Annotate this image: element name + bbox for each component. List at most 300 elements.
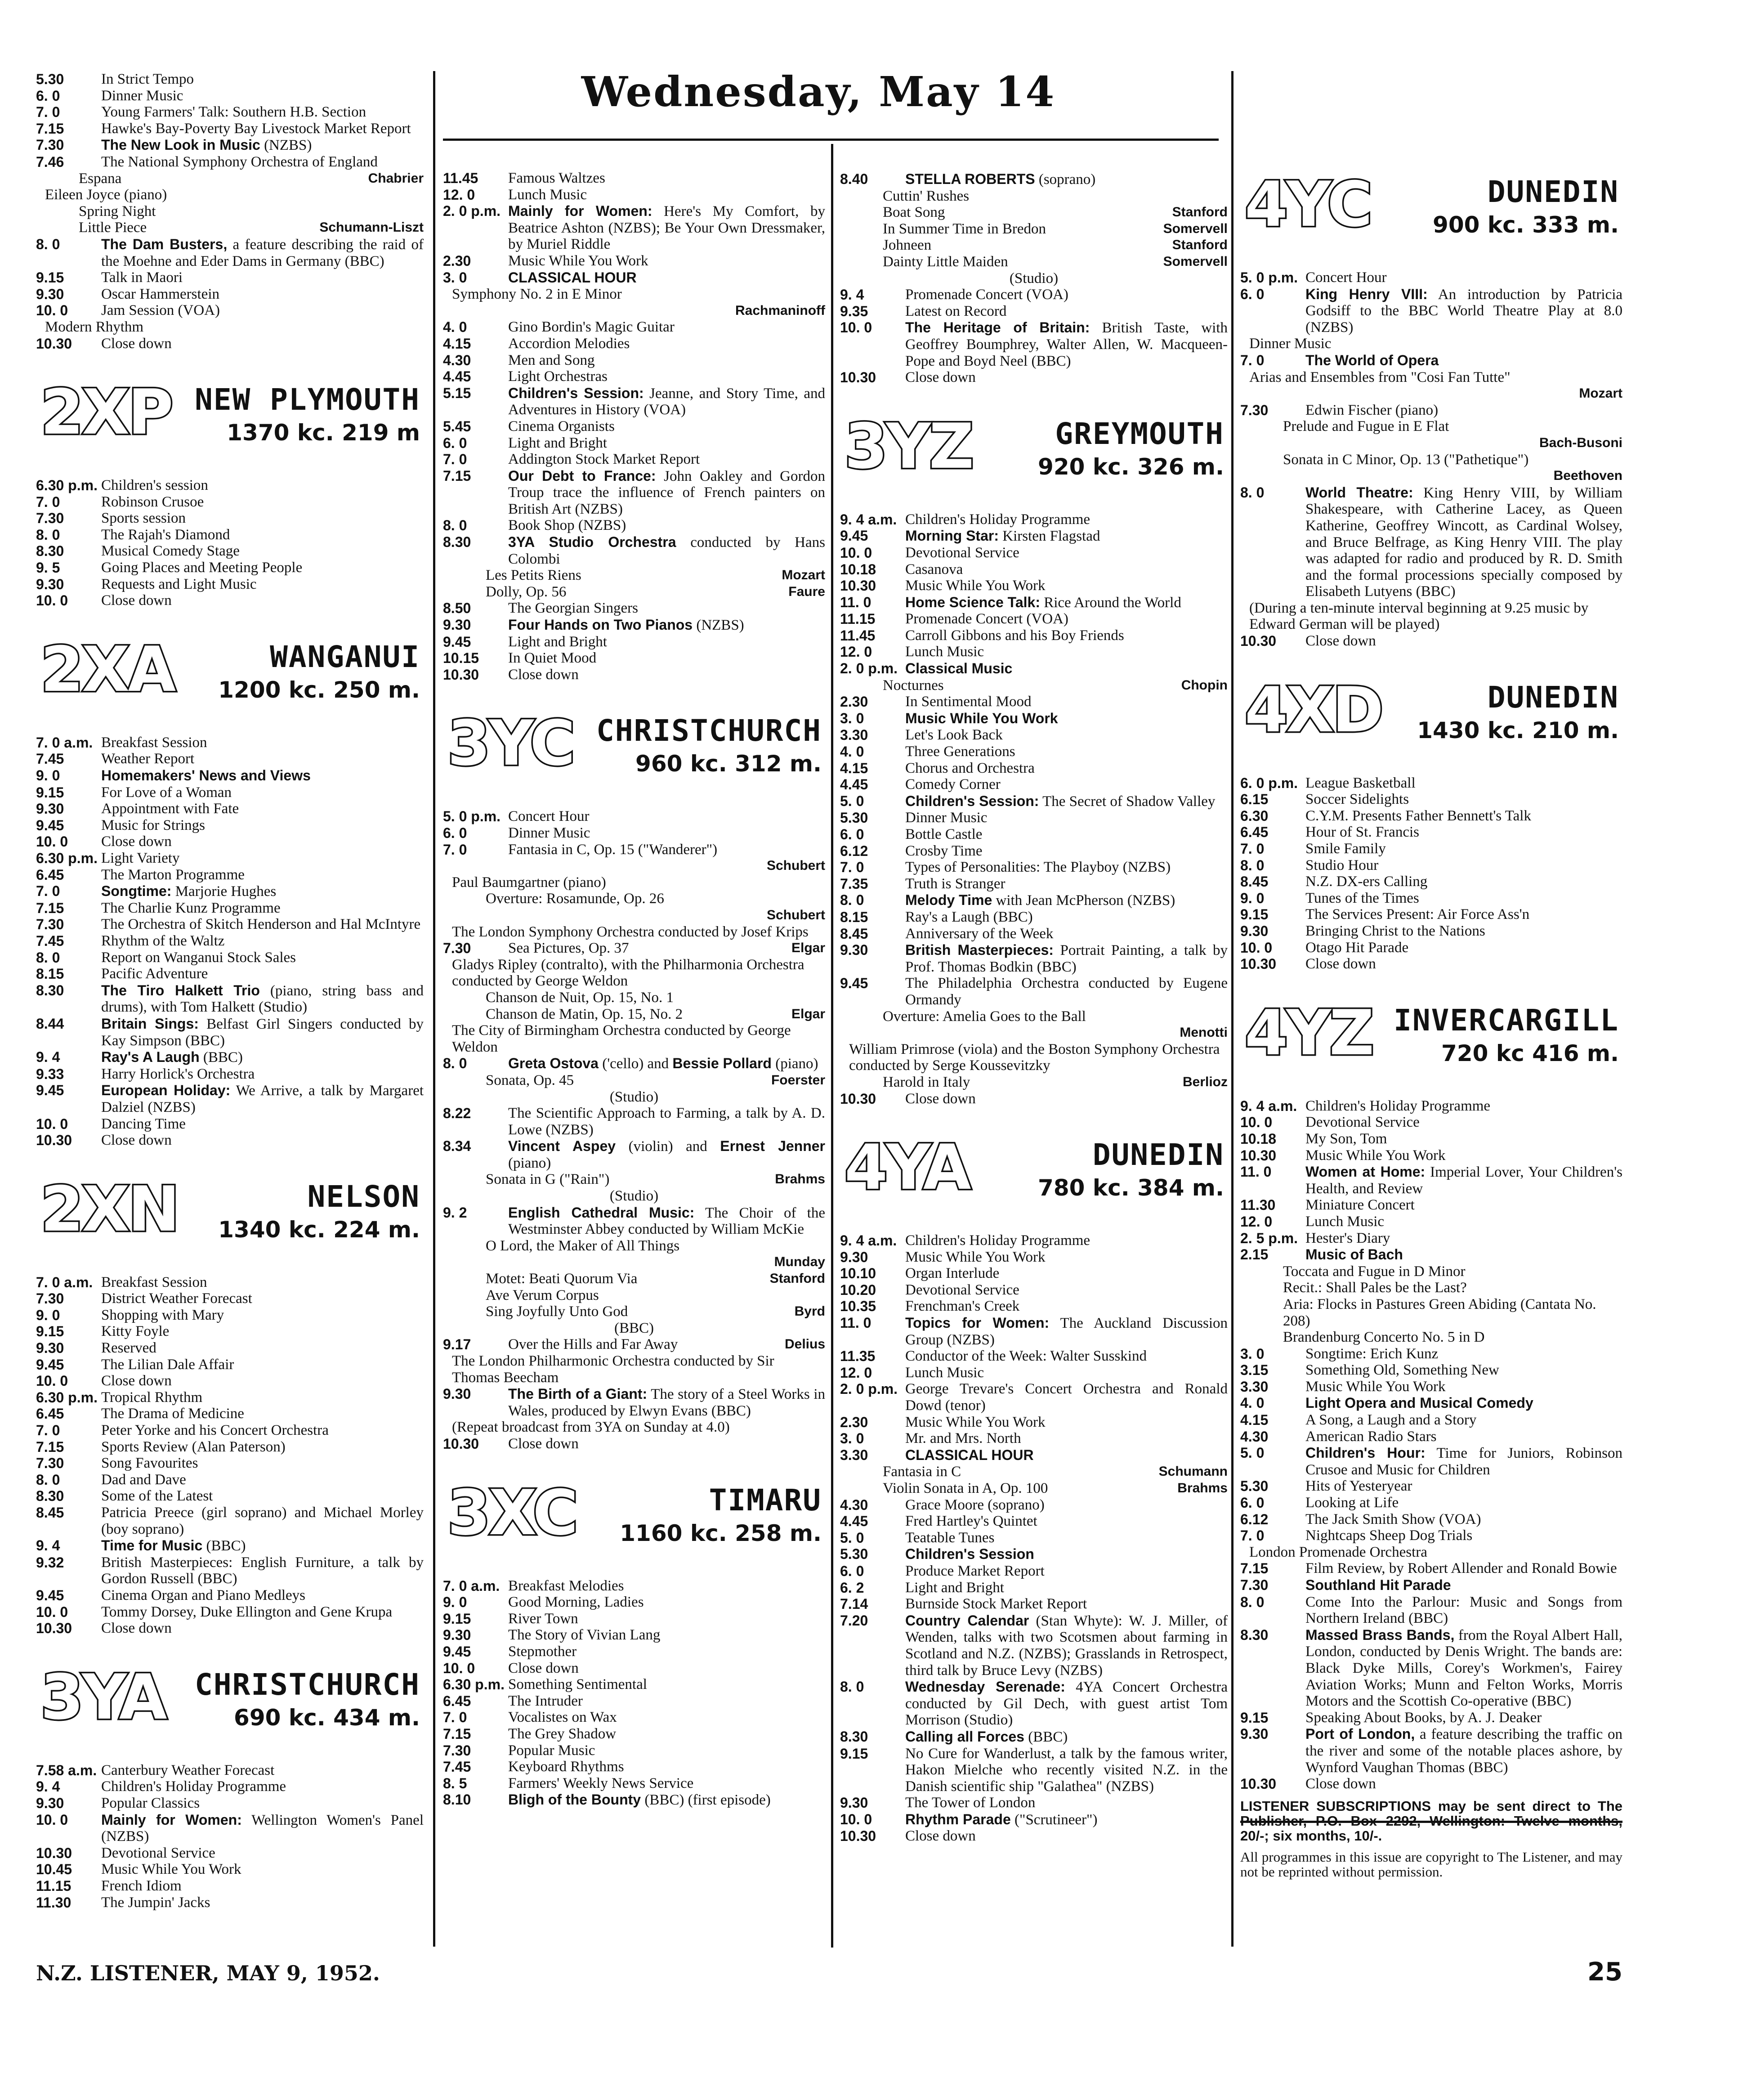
- composer-credit: Schumann-Liszt: [319, 220, 424, 235]
- programme-description: British Taste, with Geoffrey Boumphrey, Walter Allen, W. Macqueen-Pope and Boyd Neel (BBC): [905, 320, 1228, 369]
- programme-time: 5. 0 p.m.: [1240, 269, 1298, 286]
- programme-time: 4.15: [443, 335, 471, 352]
- programme-title: Mainly for Women:: [508, 203, 653, 219]
- programme-time: 10.30: [36, 1132, 72, 1149]
- programme-entry: [840, 826, 1228, 843]
- programme-time: 3. 0: [840, 710, 864, 726]
- programme-time: 9.30: [1240, 1726, 1269, 1742]
- composer-credit: Byrd: [794, 1304, 825, 1319]
- programme-entry: [36, 1422, 424, 1439]
- programme-title: Devotional Service: [905, 1281, 1019, 1298]
- programme-entry: [840, 319, 1228, 369]
- work-title: Fantasia in C: [883, 1464, 961, 1480]
- programme-time: 11. 0: [1240, 1164, 1272, 1180]
- programme-time: 10. 0: [36, 833, 68, 850]
- programme-time: 7.15: [36, 1438, 64, 1455]
- programme-time: 8. 0: [1240, 484, 1265, 501]
- programme-time: 7. 0: [36, 1422, 60, 1439]
- programme-entry: [443, 940, 825, 957]
- programme-title: The Tower of London: [905, 1795, 1036, 1811]
- programme-description: The story of a Steel Works in Wales, produced by Elwyn Evans (BBC): [508, 1386, 825, 1419]
- programme-detail: Symphony No. 2 in E Minor: [452, 286, 622, 303]
- programme-title: Fantasia in C, Op. 15 ("Wanderer"): [508, 841, 718, 858]
- programme-title: The Rajah's Diamond: [101, 526, 230, 543]
- work-title: Harold in Italy: [883, 1074, 970, 1090]
- programme-title: Chorus and Orchestra: [905, 760, 1035, 776]
- programme-title: Breakfast Session: [101, 734, 207, 751]
- programme-entry: [1240, 1246, 1622, 1263]
- programme-time: 9.30: [443, 617, 471, 633]
- programme-time: 3. 0: [443, 269, 467, 286]
- composer-credit: Schubert: [766, 907, 825, 922]
- programme-title: Hour of St. Francis: [1305, 824, 1419, 841]
- programme-time: 10.20: [840, 1281, 876, 1298]
- programme-entry: [1240, 1379, 1622, 1395]
- programme-entry: [36, 1778, 424, 1795]
- programme-entry: [1240, 1428, 1622, 1445]
- programme-detail: Ave Verum Corpus: [486, 1287, 599, 1303]
- programme-title: Musical Comedy Stage: [101, 543, 240, 560]
- programme-title: Light Orchestras: [508, 368, 608, 385]
- station-call-sign: 3XC: [447, 1476, 577, 1549]
- programme-title: Mr. and Mrs. North: [905, 1430, 1021, 1447]
- programme-time: 8. 0: [36, 526, 60, 543]
- station-frequency: 1340 kc. 224 m.: [218, 1216, 420, 1243]
- programme-title: Children's Hour:: [1305, 1445, 1426, 1461]
- programme-title: Hester's Diary: [1305, 1230, 1390, 1246]
- programme-title: Music While You Work: [905, 710, 1058, 726]
- programme-entry: [36, 1878, 424, 1894]
- programme-description: (BBC) (first episode): [641, 1792, 771, 1809]
- station-frequency: 900 kc. 333 m.: [1433, 212, 1619, 238]
- programme-title: Hits of Yesteryear: [1305, 1478, 1412, 1495]
- programme-entry: [443, 1436, 825, 1452]
- programme-entry: [1240, 956, 1622, 972]
- programme-entry: [36, 286, 424, 303]
- programme-entry: [443, 435, 825, 452]
- programme-time: 7. 0: [1240, 352, 1265, 368]
- work-line: [840, 1464, 1228, 1480]
- programme-description: conducted by Hans Colombi: [508, 534, 825, 567]
- programme-time: 9.30: [36, 1340, 64, 1357]
- programme-description: (Stan Whyte): W. J. Miller, of Wenden, talks with two Scotsmen about farming in Scotland and N.Z. (NZBS); Grasslands in Retrospect, third talk by Bruce Levy (NZBS): [905, 1612, 1228, 1679]
- programme-composer: Delius: [784, 1337, 825, 1352]
- programme-time: 5. 0 p.m.: [443, 808, 501, 825]
- programme-title: The Dam Busters,: [101, 236, 228, 252]
- programme-time: 5.45: [443, 418, 471, 434]
- work-title: Little Piece: [79, 219, 147, 236]
- programme-entry: [840, 627, 1228, 644]
- programme-time: 9.30: [1240, 923, 1269, 939]
- programme-entry: [1240, 1577, 1622, 1594]
- work-title: Sing Joyfully Unto God: [486, 1303, 628, 1320]
- programme-detail: Cuttin' Rushes: [883, 188, 970, 204]
- programme-title: Miniature Concert: [1305, 1197, 1415, 1213]
- programme-time: 8.44: [36, 1015, 64, 1032]
- programme-title: Farmers' Weekly News Service: [508, 1775, 694, 1791]
- programme-entry: [36, 949, 424, 966]
- programme-time: 7.45: [36, 932, 64, 949]
- programme-entry: [840, 1348, 1228, 1365]
- programme-detail: Brandenburg Concerto No. 5 in D: [1283, 1329, 1485, 1346]
- programme-detail: Aria: Flocks in Pastures Green Abiding (Cantata No. 208): [1283, 1296, 1596, 1329]
- programme-time: 9.30: [840, 1249, 868, 1265]
- programme-time: 9.45: [840, 975, 868, 992]
- programme-entry: [840, 1679, 1228, 1728]
- programme-title: Close down: [1305, 956, 1376, 972]
- programme-title: Melody Time: [905, 892, 992, 909]
- programme-title: Requests and Light Music: [101, 576, 257, 592]
- programme-entry: [1240, 1710, 1622, 1726]
- programme-description: (piano): [508, 1155, 551, 1171]
- programme-time: 8.45: [36, 1504, 64, 1521]
- work-line: [840, 221, 1228, 237]
- programme-title: The Drama of Medicine: [101, 1406, 244, 1422]
- programme-title: Music While You Work: [905, 578, 1046, 594]
- programme-entry: [443, 1660, 825, 1677]
- programme-title: The Scientific Approach to Farming, a talk by A. D. Lowe (NZBS): [508, 1105, 825, 1138]
- programme-title: Patricia Preece (girl soprano) and Michael Morley (boy soprano): [101, 1504, 424, 1537]
- programme-title: Light Variety: [101, 850, 180, 866]
- programme-time: 8.50: [443, 600, 471, 617]
- programme-time: 7. 0: [840, 859, 864, 876]
- programme-time: 9.45: [36, 1082, 64, 1099]
- programme-entry: [1240, 1213, 1622, 1230]
- programme-title: Cinema Organists: [508, 418, 615, 434]
- programme-entry: [36, 154, 424, 170]
- programme-title: Music While You Work: [905, 1249, 1046, 1265]
- work-title: Chanson de Matin, Op. 15, No. 2: [486, 1006, 683, 1022]
- programme-entry: [443, 1138, 825, 1171]
- programme-title: Dad and Dave: [101, 1471, 186, 1488]
- programme-title: In Strict Tempo: [101, 71, 194, 87]
- programme-time: 9.45: [443, 633, 471, 650]
- programme-title: Teatable Tunes: [905, 1529, 995, 1546]
- programme-description: Portrait Painting, a talk by Prof. Thomas Bodkin (BBC): [905, 942, 1228, 975]
- programme-entry: [36, 137, 424, 154]
- programme-time: 11.45: [443, 170, 478, 186]
- programme-title: District Weather Forecast: [101, 1290, 252, 1307]
- programme-entry: [1240, 906, 1622, 923]
- programme-entry: [36, 477, 424, 494]
- station-city: CHRISTCHURCH: [195, 1667, 420, 1702]
- programme-time: 12. 0: [1240, 1213, 1273, 1230]
- programme-title: Light and Bright: [508, 633, 607, 650]
- programme-time: 11.30: [36, 1894, 72, 1911]
- programme-time: 9.17: [443, 1336, 471, 1353]
- programme-entry: [840, 760, 1228, 777]
- programme-entry: [840, 909, 1228, 926]
- programme-entry: [1240, 1197, 1622, 1213]
- composer-credit: Elgar: [791, 1006, 825, 1021]
- programme-title: Children's Holiday Programme: [905, 511, 1090, 528]
- programme-entry: [443, 667, 825, 683]
- programme-time: 8.30: [840, 1728, 868, 1745]
- station-call-sign: 2XA: [40, 633, 174, 706]
- programme-title: Devotional Service: [905, 544, 1019, 561]
- programme-title: Sports Review (Alan Paterson): [101, 1438, 286, 1455]
- programme-entry: [1240, 1726, 1622, 1776]
- programme-time: 10.30: [36, 1845, 72, 1861]
- programme-time: 8. 0: [443, 517, 467, 534]
- programme-entry: [840, 1315, 1228, 1348]
- programme-title: Light and Bright: [508, 434, 607, 451]
- programme-time: 9.45: [36, 1587, 64, 1603]
- programme-title: Close down: [508, 1435, 579, 1452]
- programme-description: The Secret of Shadow Valley: [1039, 793, 1216, 810]
- programme-entry: [36, 1082, 424, 1115]
- programme-time: 9.45: [840, 528, 868, 544]
- programme-entry: [36, 1604, 424, 1621]
- programme-title: Popular Classics: [101, 1795, 200, 1811]
- programme-title: The Intruder: [508, 1693, 583, 1709]
- programme-title: Stepmother: [508, 1643, 577, 1660]
- programme-detail: London Promenade Orchestra: [1249, 1544, 1427, 1560]
- programme-title: Women at Home:: [1305, 1164, 1426, 1180]
- programme-title: Fred Hartley's Quintet: [905, 1513, 1037, 1530]
- programme-title: Accordion Melodies: [508, 335, 630, 352]
- programme-title: In Sentimental Mood: [905, 694, 1032, 710]
- programme-title: Soccer Sidelights: [1305, 791, 1409, 808]
- programme-time: 6. 0 p.m.: [1240, 775, 1298, 791]
- programme-time: 6.15: [1240, 791, 1269, 808]
- programme-title: Dinner Music: [508, 825, 590, 841]
- programme-entry: [443, 1386, 825, 1419]
- programme-title: Concert Hour: [508, 808, 590, 825]
- programme-title: Book Shop (NZBS): [508, 517, 626, 534]
- programme-time: 8. 0: [443, 1055, 467, 1072]
- programme-detail: Dinner Music: [1249, 336, 1332, 352]
- programme-entry: [840, 859, 1228, 876]
- programme-entry: [1240, 890, 1622, 907]
- work-line: [443, 1271, 825, 1287]
- schedule-list: [840, 1232, 1228, 1845]
- copyright-notice: All programmes in this issue are copyright to The Listener, and may not be reprinted without permission.: [1240, 1849, 1622, 1880]
- column-divider: [831, 144, 833, 1948]
- programme-title: Reserved: [101, 1340, 156, 1357]
- work-line: [36, 219, 424, 236]
- programme-title: The Services Present: Air Force Ass'n: [1305, 906, 1530, 923]
- programme-entry: [36, 592, 424, 609]
- programme-time: 5.30: [36, 71, 64, 87]
- programme-title: The Story of Vivian Lang: [508, 1627, 661, 1643]
- programme-title: Mainly for Women:: [101, 1811, 242, 1828]
- programme-entry: [840, 942, 1228, 975]
- programme-time: 9.45: [36, 1356, 64, 1373]
- programme-entry: [443, 1204, 825, 1238]
- programme-time: 6. 0: [1240, 1495, 1265, 1511]
- programme-title: Casanova: [905, 561, 963, 578]
- programme-time: 7.30: [36, 916, 64, 933]
- programme-title: Greta Ostova: [508, 1055, 599, 1072]
- programme-title: League Basketball: [1305, 775, 1416, 791]
- programme-time: 6.30 p.m.: [36, 850, 98, 866]
- programme-entry: [840, 545, 1228, 561]
- station-frequency: 1370 kc. 219 m: [227, 420, 420, 446]
- programme-entry: [1240, 1560, 1622, 1577]
- programme-entry: [840, 710, 1228, 727]
- schedule-list: [36, 1274, 424, 1637]
- programme-title: Homemakers' News and Views: [101, 767, 311, 784]
- programme-title: Keyboard Rhythms: [508, 1759, 624, 1775]
- programme-entry: [443, 451, 825, 468]
- programme-description: ('cello) and: [598, 1056, 673, 1072]
- programme-entry: [840, 926, 1228, 942]
- work-title: Sonata in G ("Rain"): [486, 1171, 610, 1188]
- programme-entry: [443, 418, 825, 435]
- composer-credit: Somervell: [1163, 254, 1228, 269]
- programme-time: 8.40: [840, 171, 868, 187]
- programme-description: (BBC): [1024, 1728, 1068, 1745]
- programme-detail: The City of Birmingham Orchestra conducted by George Weldon: [452, 1022, 791, 1055]
- programme-title: Anniversary of the Week: [905, 925, 1054, 942]
- programme-title: The Orchestra of Skitch Henderson and Hal McIntyre: [101, 916, 421, 933]
- title-rule: [443, 139, 1219, 141]
- work-line: [840, 254, 1228, 270]
- programme-title: Addington Stock Market Report: [508, 451, 700, 468]
- programme-composer: Elgar: [791, 940, 825, 956]
- programme-title: Close down: [508, 666, 579, 683]
- programme-time: 6.45: [36, 866, 64, 883]
- programme-detail: O Lord, the Maker of All Things: [486, 1237, 680, 1254]
- programme-title: Morning Star:: [905, 528, 999, 544]
- programme-time: 7. 0: [443, 1709, 467, 1726]
- programme-title: Songtime:: [101, 883, 172, 900]
- programme-entry: [840, 1265, 1228, 1282]
- programme-title: Nightcaps Sheep Dog Trials: [1305, 1527, 1473, 1544]
- programme-entry: [443, 650, 825, 667]
- programme-time: 7.30: [36, 510, 64, 527]
- programme-title: C.Y.M. Presents Father Bennett's Talk: [1305, 807, 1531, 824]
- programme-entry: [36, 510, 424, 527]
- work-title: Dolly, Op. 56: [486, 583, 567, 600]
- programme-title: For Love of a Woman: [101, 784, 232, 801]
- programme-entry: [443, 203, 825, 253]
- station-call-sign: 3YA: [40, 1661, 165, 1733]
- source-credit: (Studio): [609, 1188, 659, 1204]
- programme-title: Something Old, Something New: [1305, 1362, 1499, 1379]
- programme-time: 9. 4: [840, 287, 864, 303]
- programme-time: 9.15: [840, 1745, 868, 1762]
- programme-time: 11.45: [840, 627, 876, 644]
- programme-description: Time for Juniors, Robinson Crusoe and Music for Children: [1305, 1445, 1623, 1478]
- programme-title: The Tiro Halkett Trio: [101, 982, 260, 999]
- programme-title: Robinson Crusoe: [101, 493, 204, 510]
- programme-title: The Lilian Dale Affair: [101, 1356, 234, 1373]
- programme-title: Wednesday Serenade:: [905, 1679, 1065, 1695]
- programme-time: 8. 5: [443, 1775, 467, 1791]
- programme-entry: [36, 1389, 424, 1406]
- programme-title: Music for Strings: [101, 817, 205, 833]
- programme-entry: [36, 933, 424, 949]
- programme-entry: [443, 170, 825, 187]
- work-title: Motet: Beati Quorum Via: [486, 1271, 638, 1287]
- work-title: Boat Song: [883, 204, 945, 221]
- station-call-sign: 4XD: [1245, 673, 1382, 746]
- programme-title: A Song, a Laugh and a Story: [1305, 1412, 1477, 1428]
- work-line: [443, 1171, 825, 1188]
- page-title: Wednesday, May 14: [581, 67, 1056, 116]
- programme-time: 10.15: [443, 650, 479, 667]
- programme-entry: [443, 1693, 825, 1710]
- schedule-list: [36, 734, 424, 1149]
- programme-title: Music While You Work: [905, 1414, 1046, 1430]
- programme-title: Close down: [905, 369, 976, 386]
- programme-time: 11.15: [840, 611, 876, 627]
- programme-entry: [840, 1430, 1228, 1447]
- programme-title: English Cathedral Music:: [508, 1204, 695, 1221]
- programme-title: Close down: [101, 1620, 172, 1637]
- composer-credit: Berlioz: [1182, 1074, 1228, 1089]
- composer-credit: Stanford: [1172, 205, 1228, 220]
- programme-title: Bringing Christ to the Nations: [1305, 923, 1485, 939]
- programme-title: Oscar Hammerstein: [101, 286, 219, 302]
- station-header: [443, 1476, 825, 1572]
- programme-title: Children's Session:: [508, 385, 644, 401]
- composer-credit: Bach-Busoni: [1539, 435, 1622, 450]
- programme-entry: [840, 1282, 1228, 1299]
- programme-entry: [36, 104, 424, 121]
- station-frequency: 920 kc. 326 m.: [1038, 453, 1224, 480]
- programme-entry: [840, 1563, 1228, 1580]
- programme-title: Cinema Organ and Piano Medleys: [101, 1587, 305, 1603]
- programme-title: Ray's A Laugh: [101, 1049, 200, 1066]
- station-call-sign: 3YZ: [845, 410, 973, 483]
- programme-detail: The London Symphony Orchestra conducted by Josef Krips: [452, 923, 809, 940]
- programme-time: 4. 0: [840, 743, 864, 760]
- programme-entry: [443, 319, 825, 336]
- programme-entry: [36, 1116, 424, 1133]
- station-frequency: 720 kc 416 m.: [1441, 1040, 1619, 1066]
- composer-credit: Schumann: [1158, 1464, 1228, 1479]
- programme-title: Smile Family: [1305, 841, 1386, 857]
- programme-entry: [36, 1894, 424, 1911]
- programme-title: Lunch Music: [508, 186, 587, 203]
- programme-time: 2.30: [840, 1414, 868, 1430]
- programme-description: (soprano): [1035, 171, 1096, 188]
- programme-title: Canterbury Weather Forecast: [101, 1762, 275, 1778]
- programme-title: Organ Interlude: [905, 1265, 1000, 1282]
- station-header: [1240, 996, 1622, 1092]
- programme-time: 7.15: [1240, 1560, 1269, 1577]
- programme-title: Close down: [101, 335, 172, 352]
- work-title: Sonata, Op. 45: [486, 1072, 574, 1088]
- work-title: Dainty Little Maiden: [883, 253, 1008, 270]
- composer-credit: Beethoven: [1553, 468, 1622, 484]
- programme-time: 10.30: [840, 1828, 876, 1845]
- issue-footer: N.Z. LISTENER, MAY 9, 1952.: [36, 1961, 380, 1985]
- programme-entry: [1240, 1594, 1622, 1627]
- programme-entry: [36, 1049, 424, 1066]
- programme-time: 11.15: [36, 1877, 72, 1894]
- programme-entry: [840, 1414, 1228, 1431]
- programme-time: 7. 0: [36, 883, 60, 900]
- programme-entry: [443, 1336, 825, 1353]
- programme-entry: [840, 1091, 1228, 1107]
- programme-entry: [36, 900, 424, 917]
- programme-title: Port of London,: [1305, 1726, 1415, 1742]
- station-header: [36, 376, 424, 471]
- programme-entry: [1240, 1147, 1622, 1164]
- programme-description: (violin) and: [616, 1138, 720, 1155]
- programme-title: Report on Wanganui Stock Sales: [101, 949, 296, 966]
- work-line: [443, 584, 825, 600]
- programme-entry: [840, 1811, 1228, 1828]
- programme-entry: [840, 1365, 1228, 1381]
- programme-title: Home Science Talk:: [905, 594, 1040, 610]
- programme-time: 9.30: [443, 1627, 471, 1643]
- schedule-list: [1240, 1098, 1622, 1792]
